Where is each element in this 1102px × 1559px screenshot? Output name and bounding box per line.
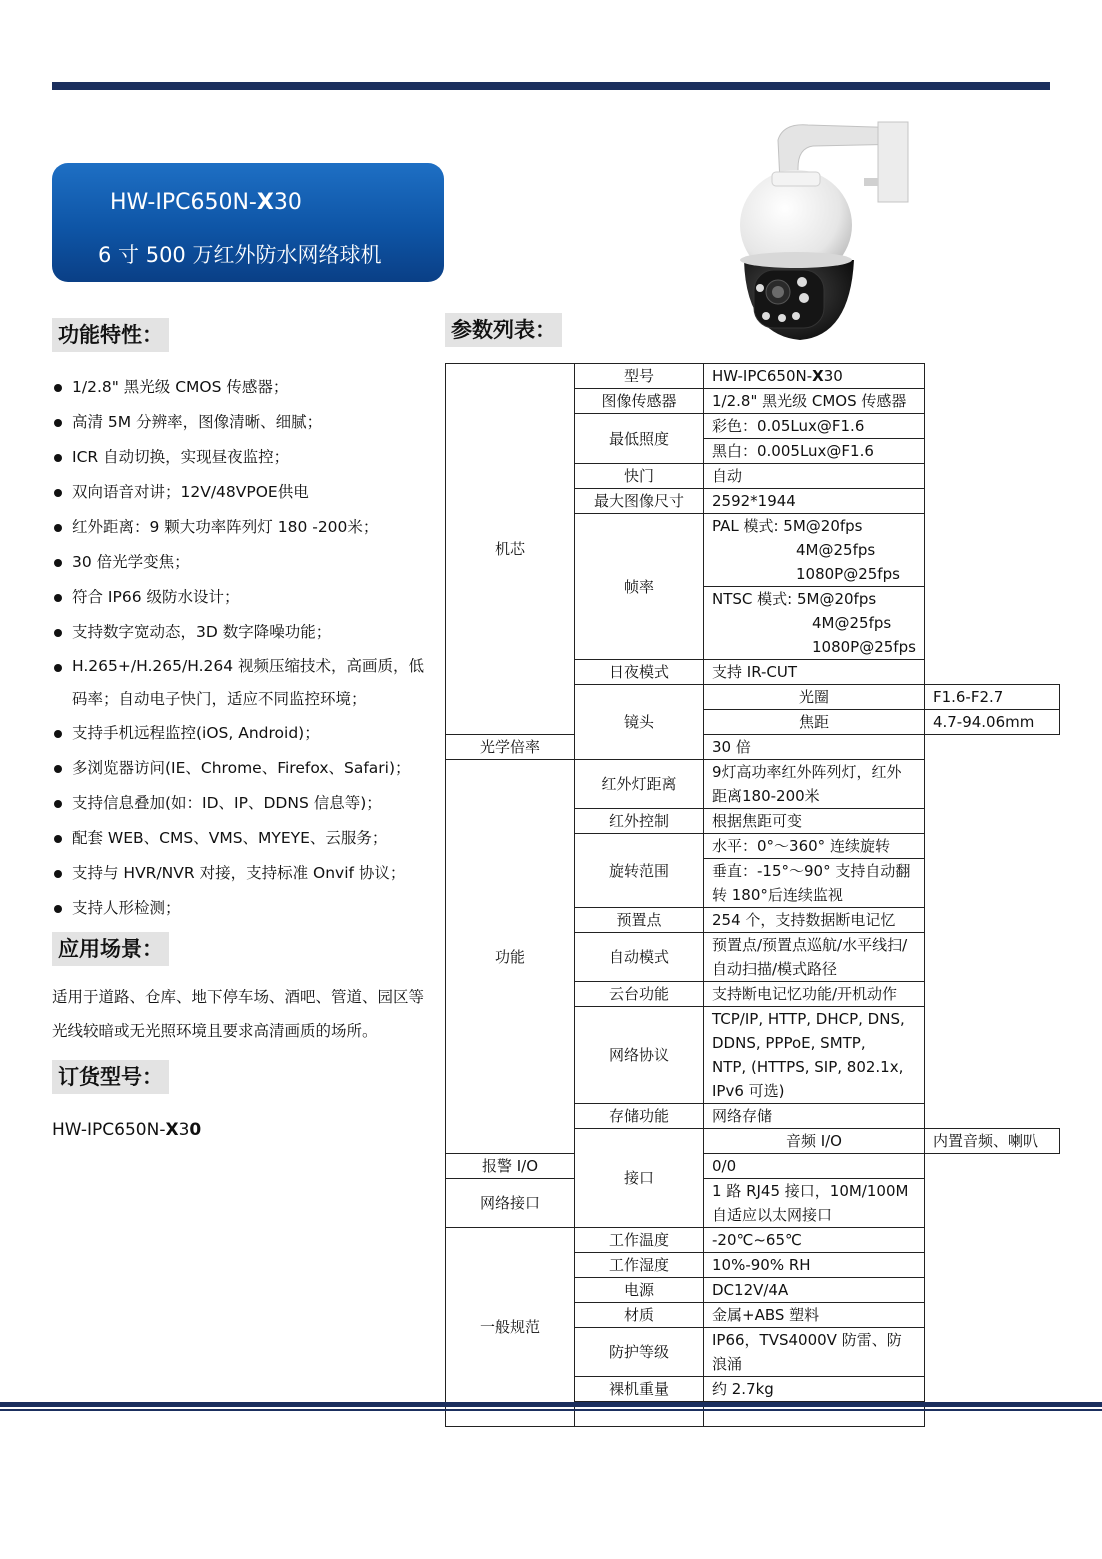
spec-name: 网络协议 [575,1007,704,1104]
spec-name: 存储功能 [575,1104,704,1129]
feature-item: 高清 5M 分辨率，图像清晰、细腻； [52,405,437,440]
spec-value: 支持 IR-CUT [704,660,925,685]
feature-item: 支持与 HVR/NVR 对接，支持标准 Onvif 协议； [52,856,437,891]
spec-value: 根据焦距可变 [704,809,925,834]
feature-item: ICR 自动切换，实现昼夜监控； [52,440,437,475]
spec-name: 红外控制 [575,809,704,834]
feature-list [52,370,437,926]
bottom-divider-line [0,1409,1102,1411]
spec-value: 30 倍 [704,735,925,760]
spec-value: 预置点/预置点巡航/水平线扫/自动扫描/模式路径 [704,933,925,982]
category-general: 一般规范 [446,1228,575,1427]
spec-name: 工作湿度 [575,1253,704,1278]
spec-name: 快门 [575,464,704,489]
table-row [446,1154,1060,1179]
category-core: 机芯 [446,364,575,735]
category-interface: 接口 [575,1129,704,1228]
spec-value: 垂直：-15°～90° 支持自动翻转 180°后连续监视 [704,859,925,908]
spec-value: 水平：0°～360° 连续旋转 [704,834,925,859]
spec-value: 1 路 RJ45 接口，10M/100M 自适应以太网接口 [704,1179,925,1228]
spec-value: 内置音频、喇叭 [924,1129,1059,1154]
spec-name: 焦距 [704,710,925,735]
spec-value: NTSC 模式: 5M@20fps 4M@25fps 1080P@25fps [704,587,925,660]
category-lens: 镜头 [575,685,704,760]
spec-value: 自动 [704,464,925,489]
spec-name: 工作温度 [575,1228,704,1253]
spec-value: 彩色：0.05Lux@F1.6 [704,414,925,439]
specs-heading: 参数列表： [445,313,562,347]
spec-value: IP66，TVS4000V 防雷、防浪涌 [704,1328,925,1377]
spec-value: 9灯高功率红外阵列灯，红外距离180-200米 [704,760,925,809]
feature-item: 支持手机远程监控(iOS, Android)； [52,716,437,751]
spec-name: 帧率 [575,514,704,660]
spec-value: -20℃~65℃ [704,1228,925,1253]
top-divider-bar [52,82,1050,90]
feature-item: 红外距离：9 颗大功率阵列灯 180 -200米； [52,510,437,545]
spec-value: 1/2.8" 黑光级 CMOS 传感器 [704,389,925,414]
spec-value: DC12V/4A [704,1278,925,1303]
product-title-banner [52,163,444,282]
spec-name: 图像传感器 [575,389,704,414]
spec-value: 网络存储 [704,1104,925,1129]
feature-item: 1/2.8" 黑光级 CMOS 传感器； [52,370,437,405]
product-subtitle: 6 寸 500 万红外防水网络球机 [98,243,382,267]
feature-item: 支持信息叠加(如：ID、IP、DDNS 信息等)； [52,786,437,821]
feature-item: 支持数字宽动态，3D 数字降噪功能； [52,615,437,650]
order-heading: 订货型号： [52,1060,169,1094]
spec-value: 0/0 [704,1154,925,1179]
ptz-camera-image [738,120,913,345]
spec-name: 裸机重量 [575,1377,704,1402]
spec-name: 预置点 [575,908,704,933]
spec-value: 黑白：0.005Lux@F1.6 [704,439,925,464]
category-function: 功能 [446,760,575,1154]
spec-value: TCP/IP, HTTP, DHCP, DNS, DDNS, PPPoE, SMTP, NTP, (HTTPS, SIP, 802.1x, IPv6 可选) [704,1007,925,1104]
table-row [446,735,1060,760]
spec-name: 光圈 [704,685,925,710]
spec-value: 约 2.7kg [704,1377,925,1402]
table-row [446,364,1060,389]
order-model: HW-IPC650N-X30 [52,1120,202,1140]
spec-name: 报警 I/O [446,1154,575,1179]
spec-name: 材质 [575,1303,704,1328]
spec-value: 2592*1944 [704,489,925,514]
spec-value: F1.6-F2.7 [924,685,1059,710]
spec-value: 254 个，支持数据断电记忆 [704,908,925,933]
table-row [446,1179,1060,1228]
spec-name: 红外灯距离 [575,760,704,809]
feature-item: 多浏览器访问(IE、Chrome、Firefox、Safari)； [52,751,437,786]
bottom-divider-bar [0,1402,1102,1407]
feature-item: H.265+/H.265/H.264 视频压缩技术，高画质，低码率；自动电子快门，适应不同监控环境； [52,650,437,716]
feature-item: 配套 WEB、CMS、VMS、MYEYE、云服务； [52,821,437,856]
spec-value: 金属+ABS 塑料 [704,1303,925,1328]
spec-name: 型号 [575,364,704,389]
spec-name: 自动模式 [575,933,704,982]
spec-table [445,363,1060,1427]
feature-item: 30 倍光学变焦； [52,545,437,580]
spec-name: 日夜模式 [575,660,704,685]
scenarios-heading: 应用场景： [52,932,169,966]
spec-name: 音频 I/O [704,1129,925,1154]
product-model-title: HW-IPC650N-X30 [110,190,302,215]
features-heading: 功能特性： [52,318,169,352]
spec-name: 最低照度 [575,414,704,464]
spec-value: 4.7-94.06mm [924,710,1059,735]
table-row [446,760,1060,809]
spec-name: 防护等级 [575,1328,704,1377]
feature-item: 支持人形检测； [52,891,437,926]
spec-name: 电源 [575,1278,704,1303]
spec-value: 支持断电记忆功能/开机动作 [704,982,925,1007]
spec-name: 光学倍率 [446,735,575,760]
spec-name: 网络接口 [446,1179,575,1228]
spec-name: 云台功能 [575,982,704,1007]
feature-item: 双向语音对讲；12V/48VPOE供电 [52,475,437,510]
scenario-text: 适用于道路、仓库、地下停车场、酒吧、管道、园区等光线较暗或无光照环境且要求高清画质的场所。 [52,988,425,1040]
spec-value: HW-IPC650N-X30 [704,364,925,389]
table-row [446,1228,1060,1253]
spec-value: 10%-90% RH [704,1253,925,1278]
spec-name: 旋转范围 [575,834,704,908]
spec-value: PAL 模式: 5M@20fps 4M@25fps 1080P@25fps [704,514,925,587]
spec-name: 最大图像尺寸 [575,489,704,514]
feature-item: 符合 IP66 级防水设计； [52,580,437,615]
